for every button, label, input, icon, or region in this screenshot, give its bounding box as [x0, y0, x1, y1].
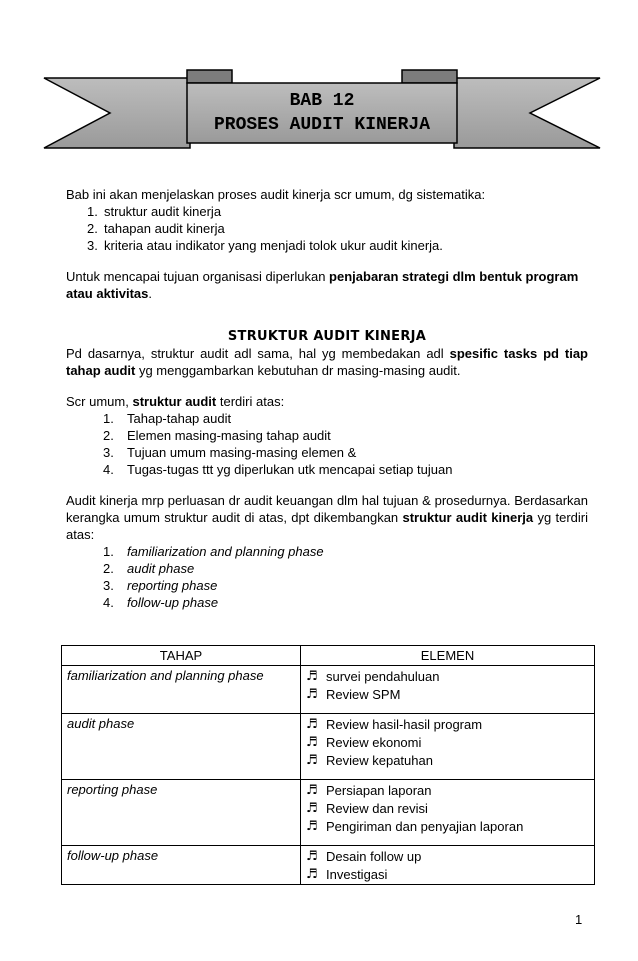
document-body [66, 186, 588, 611]
list-item: 4. Tugas-tugas ttt yg diperlukan utk mencapai setiap tujuan [103, 462, 453, 477]
list-item: 3. Tujuan umum masing-masing elemen & [103, 445, 357, 460]
ribbon-right-tail [454, 78, 600, 148]
phase-element-table [61, 645, 595, 885]
ribbon-left-fold [187, 70, 232, 83]
music-note-icon: ♬ [306, 800, 318, 816]
column-header-elemen: ELEMEN [301, 646, 595, 666]
tahap-cell: audit phase [62, 714, 301, 780]
table-row [62, 846, 595, 885]
column-header-tahap: TAHAP [62, 646, 301, 666]
intro-list [66, 203, 588, 254]
table-row [62, 714, 595, 780]
ribbon-right-fold [402, 70, 457, 83]
music-note-icon: ♬ [306, 782, 318, 798]
music-note-icon: ♬ [306, 752, 318, 768]
list-item: 3. reporting phase [103, 578, 218, 593]
tahap-cell: familiarization and planning phase [62, 666, 301, 714]
goal-paragraph: Untuk mencapai tujuan organisasi diperlukan penjabaran strategi dlm bentuk program atau aktivitas. [66, 269, 579, 301]
elemen-cell: ♬ survei pendahuluan ♬ Review SPM [301, 666, 595, 714]
ribbon-left-tail [44, 78, 190, 148]
music-note-icon: ♬ [306, 668, 318, 684]
section-paragraph-1: Pd dasarnya, struktur audit adl sama, hal yg membedakan adl spesific tasks pd tiap tahap audit yg menggambarkan kebutuhan dr masing-masing audit. [66, 346, 588, 378]
list-item: 1. struktur audit kinerja [87, 204, 222, 219]
music-note-icon: ♬ [306, 848, 318, 864]
list-item: 3. kriteria atau indikator yang menjadi tolok ukur audit kinerja. [87, 238, 443, 253]
elemen-cell: ♬ Desain follow up ♬ Investigasi [301, 846, 595, 885]
section-paragraph-2: Scr umum, struktur audit terdiri atas: [66, 394, 285, 409]
tahap-cell: reporting phase [62, 780, 301, 846]
intro-text: Bab ini akan menjelaskan proses audit kinerja scr umum, dg sistematika: [66, 187, 486, 202]
phase-list [66, 543, 588, 611]
list-item: 1. familiarization and planning phase [103, 544, 324, 559]
music-note-icon: ♬ [306, 716, 318, 732]
list-item: 2. audit phase [103, 561, 195, 576]
list-item: 4. follow-up phase [103, 595, 219, 610]
section-title: STRUKTUR AUDIT KINERJA [227, 329, 427, 344]
music-note-icon: ♬ [306, 818, 318, 834]
list-item: 2. tahapan audit kinerja [87, 221, 225, 236]
table-row [62, 666, 595, 714]
music-note-icon: ♬ [306, 686, 318, 702]
chapter-name: PROSES AUDIT KINERJA [213, 115, 431, 135]
page-number: 1 [575, 912, 583, 927]
music-note-icon: ♬ [306, 866, 318, 882]
table-row [62, 780, 595, 846]
chapter-number: BAB 12 [289, 91, 355, 111]
list-item: 1. Tahap-tahap audit [103, 411, 232, 426]
list-item: 2. Elemen masing-masing tahap audit [103, 428, 331, 443]
structure-list [66, 410, 588, 478]
tahap-cell: follow-up phase [62, 846, 301, 885]
elemen-cell: ♬ Persiapan laporan ♬ Review dan revisi ♬ Pengiriman dan penyajian laporan [301, 780, 595, 846]
music-note-icon: ♬ [306, 734, 318, 750]
chapter-title [187, 83, 457, 143]
section-paragraph-3: Audit kinerja mrp perluasan dr audit keuangan dlm hal tujuan & prosedurnya. Berdasarkan kerangka umum struktur audit di atas, dpt dikembangkan struktur audit kinerja yg terdiri atas: [66, 493, 588, 542]
table-header-row [62, 646, 595, 666]
elemen-cell: ♬ Review hasil-hasil program ♬ Review ekonomi ♬ Review kepatuhan [301, 714, 595, 780]
